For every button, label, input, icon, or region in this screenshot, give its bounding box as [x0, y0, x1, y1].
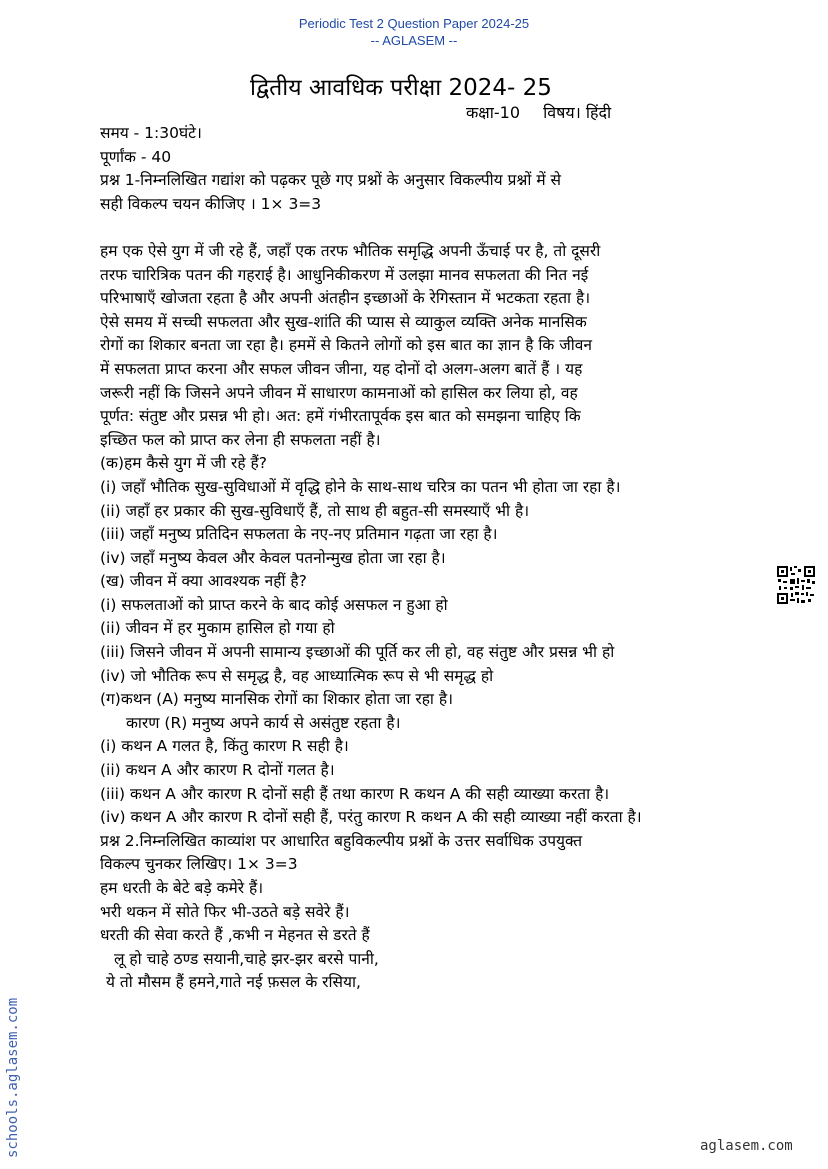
option-kha-4: (iv) जो भौतिक रूप से समृद्ध है, वह आध्यात्मिक रूप से भी समृद्ध हो [100, 666, 494, 685]
option-kha-3: (iii) जिसने जीवन में अपनी सामान्य इच्छाओं की पूर्ति कर ली हो, वह संतुष्ट और प्रसन्न भी हो [100, 643, 615, 662]
option-kha-1: (i) सफलताओं को प्राप्त करने के बाद कोई असफल न हुआ हो [100, 595, 448, 614]
poem-line: भरी थकन में सोते फिर भी-उठते बड़े सवेरे हैं। [100, 902, 350, 921]
q2-instruction-line-2: विकल्प चुनकर लिखिए। 1× 3=3 [100, 855, 298, 874]
question-ga-assertion: (ग)कथन (A) मनुष्य मानसिक रोगों का शिकार होता जा रहा है। [100, 690, 453, 709]
footer-site: aglasem.com [700, 1138, 793, 1154]
option-ga-2: (ii) कथन A और कारण R दोनों गलत है। [100, 761, 335, 780]
question-ga-reason: कारण (R) मनुष्य अपने कार्य से असंतुष्ट रहता है। [126, 713, 401, 732]
passage-line: रोगों का शिकार बनता जा रहा है। हममें से कितने लोगों को इस बात का ज्ञान है कि जीवन [100, 336, 592, 355]
option-ka-4: (iv) जहाँ मनुष्य केवल और केवल पतनोन्मुख होता जा रहा है। [100, 548, 446, 567]
option-ga-4: (iv) कथन A और कारण R दोनों सही हैं, परंतु कारण R कथन A की सही व्याख्या नहीं करता है। [100, 808, 642, 827]
subject-label: विषय। हिंदी [543, 103, 612, 122]
passage-line: जरूरी नहीं कि जिसने अपने जीवन में साधारण कामनाओं को हासिल कर लिया हो, वह [100, 383, 578, 402]
passage-line: तरफ चारित्रिक पतन की गहराई है। आधुनिकीकरण में उलझा मानव सफलता की नित नई [100, 265, 589, 284]
passage-line: परिभाषाएँ खोजता रहता है और अपनी अंतहीन इच्छाओं के रेगिस्तान में भटकता रहता है। [100, 289, 591, 308]
question-kha: (ख) जीवन में क्या आवश्यक नहीं है? [100, 572, 307, 591]
question-ka: (क)हम कैसे युग में जी रहे हैं? [100, 454, 267, 473]
class-label: कक्षा-10 [466, 103, 521, 122]
side-watermark: schools.aglasem.com [5, 997, 21, 1158]
poem-line: ये तो मौसम हैं हमने,गाते नई फ़सल के रसिया, [106, 973, 361, 992]
q2-instruction-line-1: प्रश्न 2.निम्नलिखित काव्यांश पर आधारित बहुविकल्पीय प्रश्नों के उत्तर सर्वाधिक उपयुक्त [100, 831, 583, 850]
header-line-1: Periodic Test 2 Question Paper 2024-25 [298, 16, 530, 31]
option-kha-2: (ii) जीवन में हर मुकाम हासिल हो गया हो [100, 619, 335, 638]
q1-instruction-line-1: प्रश्न 1-निम्नलिखित गद्यांश को पढ़कर पूछे गए प्रश्नों के अनुसार विकल्पीय प्रश्नों में से [100, 171, 561, 190]
page-title: द्वितीय आवधिक परीक्षा 2024- 25 [250, 75, 552, 101]
option-ga-3: (iii) कथन A और कारण R दोनों सही हैं तथा कारण R कथन A की सही व्याख्या करता है। [100, 784, 610, 803]
class-subject-line [466, 101, 611, 123]
poem-line: लू हो चाहे ठण्ड सयानी,चाहे झर-झर बरसे पानी, [114, 949, 379, 968]
passage-line: ऐसे समय में सच्ची सफलता और सुख-शांति की प्यास से व्याकुल व्यक्ति अनेक मानसिक [100, 312, 587, 331]
poem-line: हम धरती के बेटे बड़े कमेरे हैं। [100, 879, 264, 897]
passage-line: हम एक ऐसे युग में जी रहे हैं, जहाँ एक तरफ भौतिक समृद्धि अपनी ऊँचाई पर है, तो दूसरी [100, 241, 601, 260]
passage-line: इच्छित फल को प्राप्त कर लेना ही सफलता नहीं है। [100, 430, 381, 449]
passage-line: में सफलता प्राप्त करना और सफल जीवन जीना, यह दोनों दो अलग-अलग बातें हैं । यह [100, 359, 583, 378]
time-line: समय - 1:30घंटे। [100, 124, 202, 142]
header-line-2: -- AGLASEM -- [370, 33, 458, 48]
marks-line: पूर्णांक - 40 [100, 147, 172, 166]
option-ka-3: (iii) जहाँ मनुष्य प्रतिदिन सफलता के नए-नए प्रतिमान गढ़ता जा रहा है। [100, 525, 498, 544]
poem-line: धरती की सेवा करते हैं ,कभी न मेहनत से डरते हैं [100, 926, 370, 945]
q1-instruction-line-2: सही विकल्प चयन कीजिए । 1× 3=3 [100, 194, 322, 213]
option-ga-1: (i) कथन A गलत है, किंतु कारण R सही है। [100, 737, 349, 756]
option-ka-1: (i) जहाँ भौतिक सुख-सुविधाओं में वृद्धि होने के साथ-साथ चरित्र का पतन भी होता जा रहा है। [100, 477, 621, 496]
passage-line: पूर्णत: संतुष्ट और प्रसन्न भी हो। अत: हमें गंभीरतापूर्वक इस बात को समझना चाहिए कि [100, 407, 581, 426]
document-body [100, 122, 780, 995]
qr-code-icon [776, 565, 816, 605]
spacer [100, 216, 780, 240]
option-ka-2: (ii) जहाँ हर प्रकार की सुख-सुविधाएँ हैं, तो साथ ही बहुत-सी समस्याएँ भी है। [100, 501, 530, 520]
